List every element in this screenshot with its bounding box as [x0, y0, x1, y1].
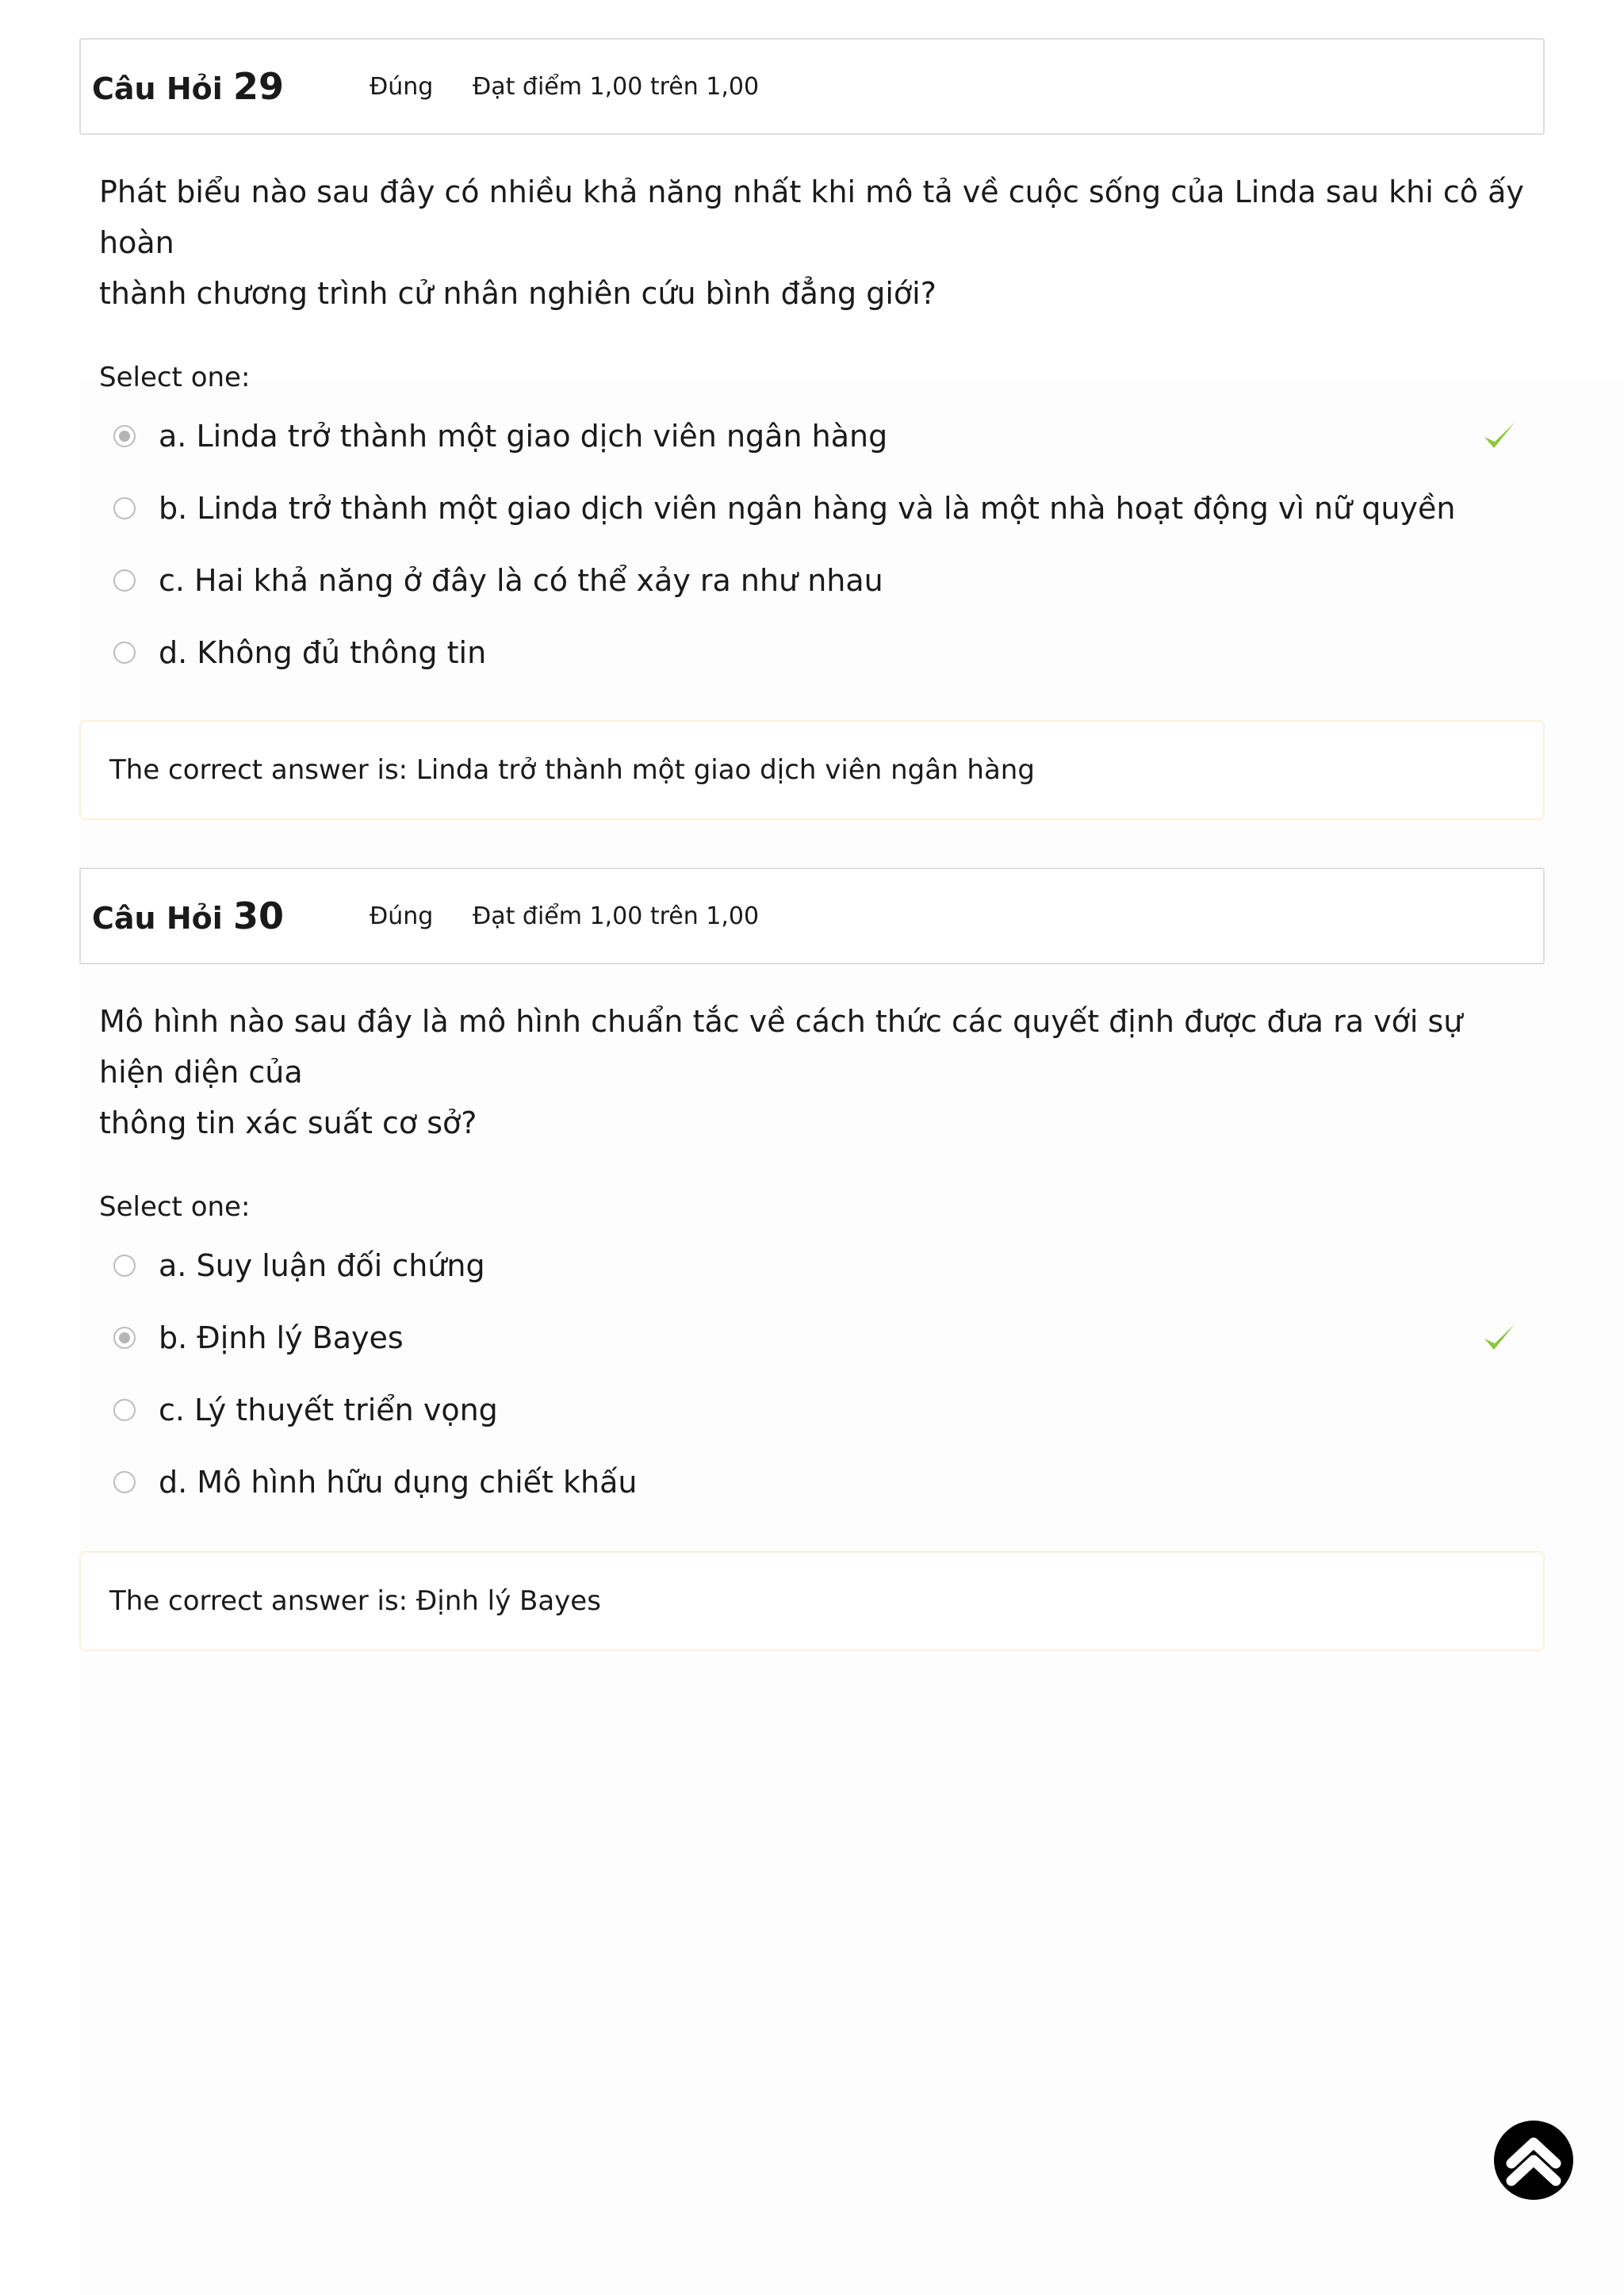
answer-label: a. Linda trở thành một giao dịch viên ngân hàng [159, 418, 888, 454]
question-number [92, 895, 370, 937]
question-number [92, 65, 370, 108]
question-30 [79, 868, 1545, 1518]
question-state: Đúng [370, 902, 434, 930]
correct-answer-feedback: The correct answer is: Định lý Bayes [79, 1551, 1545, 1651]
radio-button[interactable] [113, 569, 136, 592]
answer-label: c. Hai khả năng ở đây là có thể xảy ra như nhau [159, 562, 883, 598]
chevron-up-icon [1494, 2121, 1573, 2200]
question-text: Mô hình nào sau đây là mô hình chuẩn tắc về cách thức các quyết định được đưa ra với sự hiện diện của thông tin xác suất cơ sở? [99, 1004, 1463, 1140]
question-label: Câu Hỏi [92, 901, 223, 936]
answer-label: a. Suy luận đối chứng [159, 1247, 485, 1283]
check-icon [1481, 1320, 1518, 1356]
answer-label: c. Lý thuyết triển vọng [159, 1392, 498, 1427]
radio-button[interactable] [113, 1327, 136, 1349]
radio-button[interactable] [113, 425, 136, 447]
answer-label: d. Không đủ thông tin [159, 634, 487, 670]
answer-option-a[interactable] [79, 1229, 1545, 1301]
answer-option-c[interactable] [79, 544, 1545, 616]
question-29 [79, 38, 1545, 688]
question-state: Đúng [370, 72, 434, 101]
correct-answer-feedback: The correct answer is: Linda trở thành một giao dịch viên ngân hàng [79, 720, 1545, 820]
answer-label: d. Mô hình hữu dụng chiết khấu [159, 1464, 638, 1500]
radio-button[interactable] [113, 1399, 136, 1421]
select-one-prompt: Select one: [99, 1191, 251, 1223]
answer-option-b[interactable] [79, 1301, 1545, 1374]
radio-button[interactable] [113, 642, 136, 664]
question-label: Câu Hỏi [92, 71, 223, 106]
scroll-to-top-button[interactable] [1494, 2121, 1573, 2200]
radio-button[interactable] [113, 497, 136, 519]
check-icon [1481, 418, 1518, 454]
answer-list [79, 400, 1545, 688]
radio-button[interactable] [113, 1255, 136, 1277]
question-grade: Đạt điểm 1,00 trên 1,00 [473, 72, 760, 101]
question-info-bar [79, 38, 1545, 135]
question-text: Phát biểu nào sau đây có nhiều khả năng nhất khi mô tả về cuộc sống của Linda sau khi cô ấy hoàn thành chương trình cử nhân nghiên cứu bình đẳng giới? [99, 174, 1524, 311]
question-number-value: 29 [232, 65, 284, 108]
answer-label: b. Linda trở thành một giao dịch viên ngân hàng và là một nhà hoạt động vì nữ quyền [159, 490, 1456, 526]
answer-option-a[interactable] [79, 400, 1545, 472]
answer-label: b. Định lý Bayes [159, 1320, 404, 1355]
answer-option-c[interactable] [79, 1374, 1545, 1446]
answer-option-b[interactable] [79, 472, 1545, 544]
answer-list [79, 1229, 1545, 1518]
question-number-value: 30 [232, 895, 284, 937]
question-grade: Đạt điểm 1,00 trên 1,00 [473, 902, 760, 930]
select-one-prompt: Select one: [99, 362, 251, 393]
answer-option-d[interactable] [79, 1446, 1545, 1518]
radio-button[interactable] [113, 1471, 136, 1493]
question-info-bar [79, 868, 1545, 964]
answer-option-d[interactable] [79, 616, 1545, 688]
